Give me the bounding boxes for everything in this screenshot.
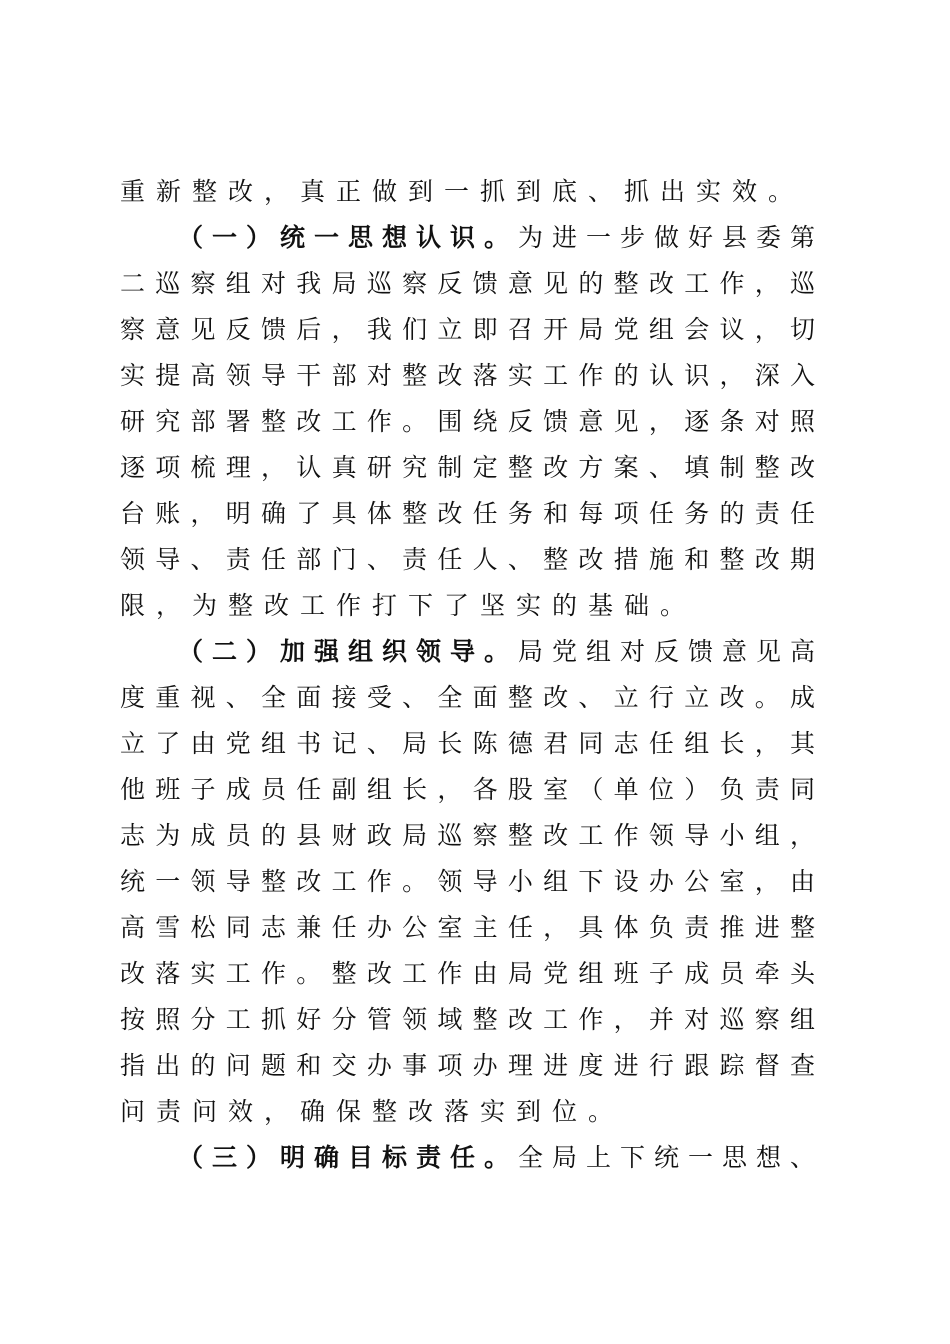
- body-line: 统一领导整改工作。领导小组下设办公室，由: [120, 867, 815, 896]
- body-line: 改落实工作。整改工作由局党组班子成员牵头: [120, 959, 815, 988]
- body-line: 他班子成员任副组长，各股室（单位）负责同: [120, 775, 815, 804]
- body-line: 重新整改，真正做到一抓到底、抓出实效。: [120, 177, 805, 206]
- body-line: 研究部署整改工作。围绕反馈意见，逐条对照: [120, 407, 815, 436]
- body-line: 度重视、全面接受、全面整改、立行立改。成: [120, 683, 815, 712]
- body-line: 立了由党组书记、局长陈德君同志任组长，其: [120, 729, 815, 758]
- body-line: 志为成员的县财政局巡察整改工作领导小组，: [120, 821, 815, 850]
- body-line: 问责问效，确保整改落实到位。: [120, 1097, 625, 1126]
- section-heading: （一）统一思想认识。: [178, 223, 518, 252]
- section-heading: （二）加强组织领导。: [178, 637, 518, 666]
- body-text: 局党组对反馈意见高: [517, 637, 815, 666]
- section-heading-line: [120, 629, 815, 675]
- body-line: 察意见反馈后，我们立即召开局党组会议，切: [120, 315, 815, 344]
- body-line: 领导、责任部门、责任人、整改措施和整改期: [120, 545, 815, 574]
- body-line: 实提高领导干部对整改落实工作的认识，深入: [120, 361, 815, 390]
- section-heading-line: [120, 215, 815, 261]
- body-line: 逐项梳理，认真研究制定整改方案、填制整改: [120, 453, 815, 482]
- body-line: 二巡察组对我局巡察反馈意见的整改工作，巡: [120, 269, 815, 298]
- section-heading-line: [120, 1135, 815, 1181]
- body-text: 全局上下统一思想、: [517, 1143, 815, 1172]
- body-line: 台账，明确了具体整改任务和每项任务的责任: [120, 499, 815, 528]
- body-line: 按照分工抓好分管领域整改工作，并对巡察组: [120, 1005, 815, 1034]
- section-heading: （三）明确目标责任。: [178, 1143, 518, 1172]
- body-line: 指出的问题和交办事项办理进度进行跟踪督查: [120, 1051, 815, 1080]
- body-line: 限，为整改工作打下了坚实的基础。: [120, 591, 697, 620]
- body-line: 高雪松同志兼任办公室主任，具体负责推进整: [120, 913, 815, 942]
- body-text: 为进一步做好县委第: [517, 223, 815, 252]
